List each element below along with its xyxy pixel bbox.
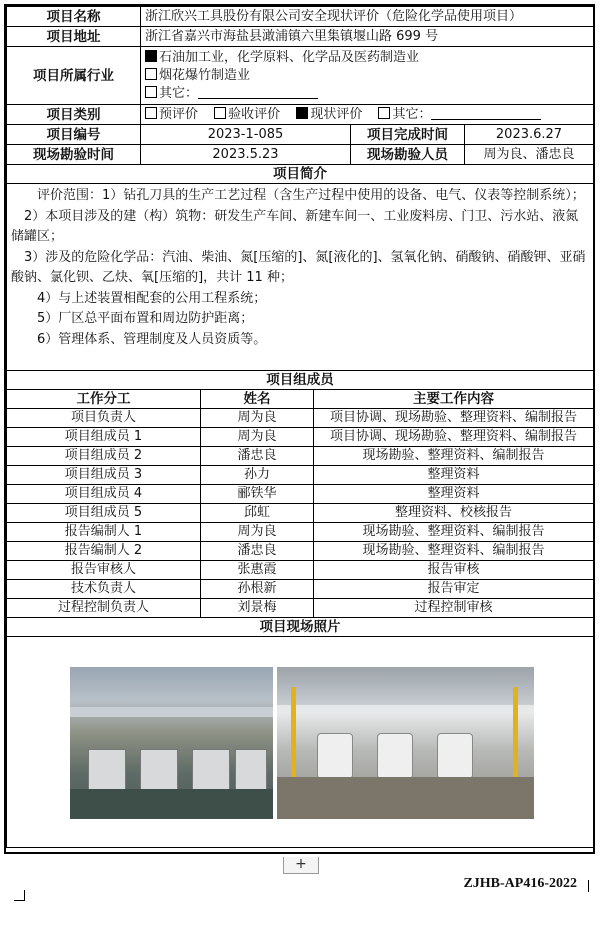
project-number-label: 项目编号	[7, 125, 141, 145]
project-address-label: 项目地址	[7, 27, 141, 47]
table-row: 技术负责人 孙根新 报告审定	[7, 580, 594, 599]
project-info-sheet	[4, 4, 595, 854]
table-row: 过程控制负责人 刘景梅 过程控制审核	[7, 599, 594, 618]
project-name-label: 项目名称	[7, 7, 141, 27]
survey-staff-label: 现场勘验人员	[351, 145, 465, 165]
table-row: 项目组成员 5 邱虹 整理资料、校核报告	[7, 504, 594, 523]
intro-content	[7, 184, 594, 371]
project-type-options	[141, 105, 594, 125]
members-header-name: 姓名	[201, 390, 314, 409]
intro-line: 4）与上述装置相配套的公用工程系统；	[37, 290, 267, 306]
project-name-value: 浙江欣兴工具股份有限公司安全现状评价（危险化学品使用项目）	[141, 7, 594, 27]
checkbox-icon	[378, 107, 390, 119]
table-row: 报告审核人 张惠霞 报告审核	[7, 561, 594, 580]
completion-time-label: 项目完成时间	[351, 125, 465, 145]
table-row: 项目组成员 1 周为良 项目协调、现场勘验、整理资料、编制报告	[7, 428, 594, 447]
table-row: 项目组成员 3 孙力 整理资料	[7, 466, 594, 485]
other-blank-line	[198, 86, 318, 99]
other-blank-line	[431, 107, 541, 120]
project-address-value: 浙江省嘉兴市海盐县澉浦镇六里集镇堰山路 699 号	[141, 27, 594, 47]
table-row: 报告编制人 1 周为良 现场勘验、整理资料、编制报告	[7, 523, 594, 542]
survey-staff-value: 周为良、潘忠良	[465, 145, 594, 165]
type-option-other[interactable]: 其它：	[378, 106, 541, 124]
intro-line: 评价范围：1）钻孔刀具的生产工艺过程（含生产过程中使用的设备、电气、仪表等控制系统）；	[37, 188, 585, 203]
page-corner-mark	[588, 880, 590, 892]
photos-area	[7, 637, 594, 848]
industry-label: 项目所属行业	[7, 47, 141, 105]
table-row: 项目组成员 2 潘忠良 现场勘验、整理资料、编制报告	[7, 447, 594, 466]
photos-section-title: 项目现场照片	[7, 618, 594, 637]
intro-line: 2）本项目涉及的建（构）筑物：研发生产车间、新建车间一、工业废料房、门卫、污水站、液氮储罐区；	[11, 208, 579, 244]
type-option-status[interactable]: 现状评价	[296, 106, 362, 124]
industry-option-fireworks[interactable]: 烟花爆竹制造业	[145, 67, 589, 85]
checkbox-icon	[145, 68, 157, 80]
table-row: 项目负责人 周为良 项目协调、现场勘验、整理资料、编制报告	[7, 409, 594, 428]
checkbox-icon	[145, 107, 157, 119]
type-option-acceptance[interactable]: 验收评价	[214, 106, 280, 124]
checkbox-icon	[145, 86, 157, 98]
industry-option-other[interactable]: 其它：	[145, 85, 589, 103]
table-row: 报告编制人 2 潘忠良 现场勘验、整理资料、编制报告	[7, 542, 594, 561]
page-corner-mark	[14, 890, 25, 901]
project-type-label: 项目类别	[7, 105, 141, 125]
project-number-value: 2023-1-085	[141, 125, 351, 145]
intro-line: 3）涉及的危险化学品：汽油、柴油、氮[压缩的]、氮[液化的]、氢氧化钠、硝酸钠、硝酸钾、亚硝酸钠、氯化钡、乙炔、氧[压缩的]，共计 11 种；	[11, 249, 586, 285]
industry-options	[141, 47, 594, 105]
add-page-button[interactable]: +	[283, 857, 319, 874]
checkbox-icon	[214, 107, 226, 119]
completion-time-value: 2023.6.27	[465, 125, 594, 145]
members-header-role: 工作分工	[7, 390, 201, 409]
checked-checkbox-icon	[296, 107, 308, 119]
members-section-title: 项目组成员	[7, 371, 594, 390]
survey-time-label: 现场勘验时间	[7, 145, 141, 165]
members-header-duty: 主要工作内容	[314, 390, 594, 409]
type-option-pre[interactable]: 预评价	[145, 106, 198, 124]
workshop-photo	[70, 667, 273, 819]
checked-checkbox-icon	[145, 50, 157, 62]
intro-line: 5）厂区总平面布置和周边防护距离；	[37, 311, 254, 326]
industry-option-petrochem[interactable]: 石油加工业，化学原料、化学品及医药制造业	[145, 49, 589, 67]
members-table	[6, 389, 594, 848]
document-code: ZJHB-AP416-2022	[463, 876, 577, 891]
survey-time-value: 2023.5.23	[141, 145, 351, 165]
intro-line: 6）管理体系、管理制度及人员资质等。	[37, 331, 267, 347]
info-table	[6, 6, 594, 390]
storage-area-photo	[277, 667, 534, 819]
intro-section-title: 项目简介	[7, 165, 594, 184]
table-row: 项目组成员 4 郦铁华 整理资料	[7, 485, 594, 504]
